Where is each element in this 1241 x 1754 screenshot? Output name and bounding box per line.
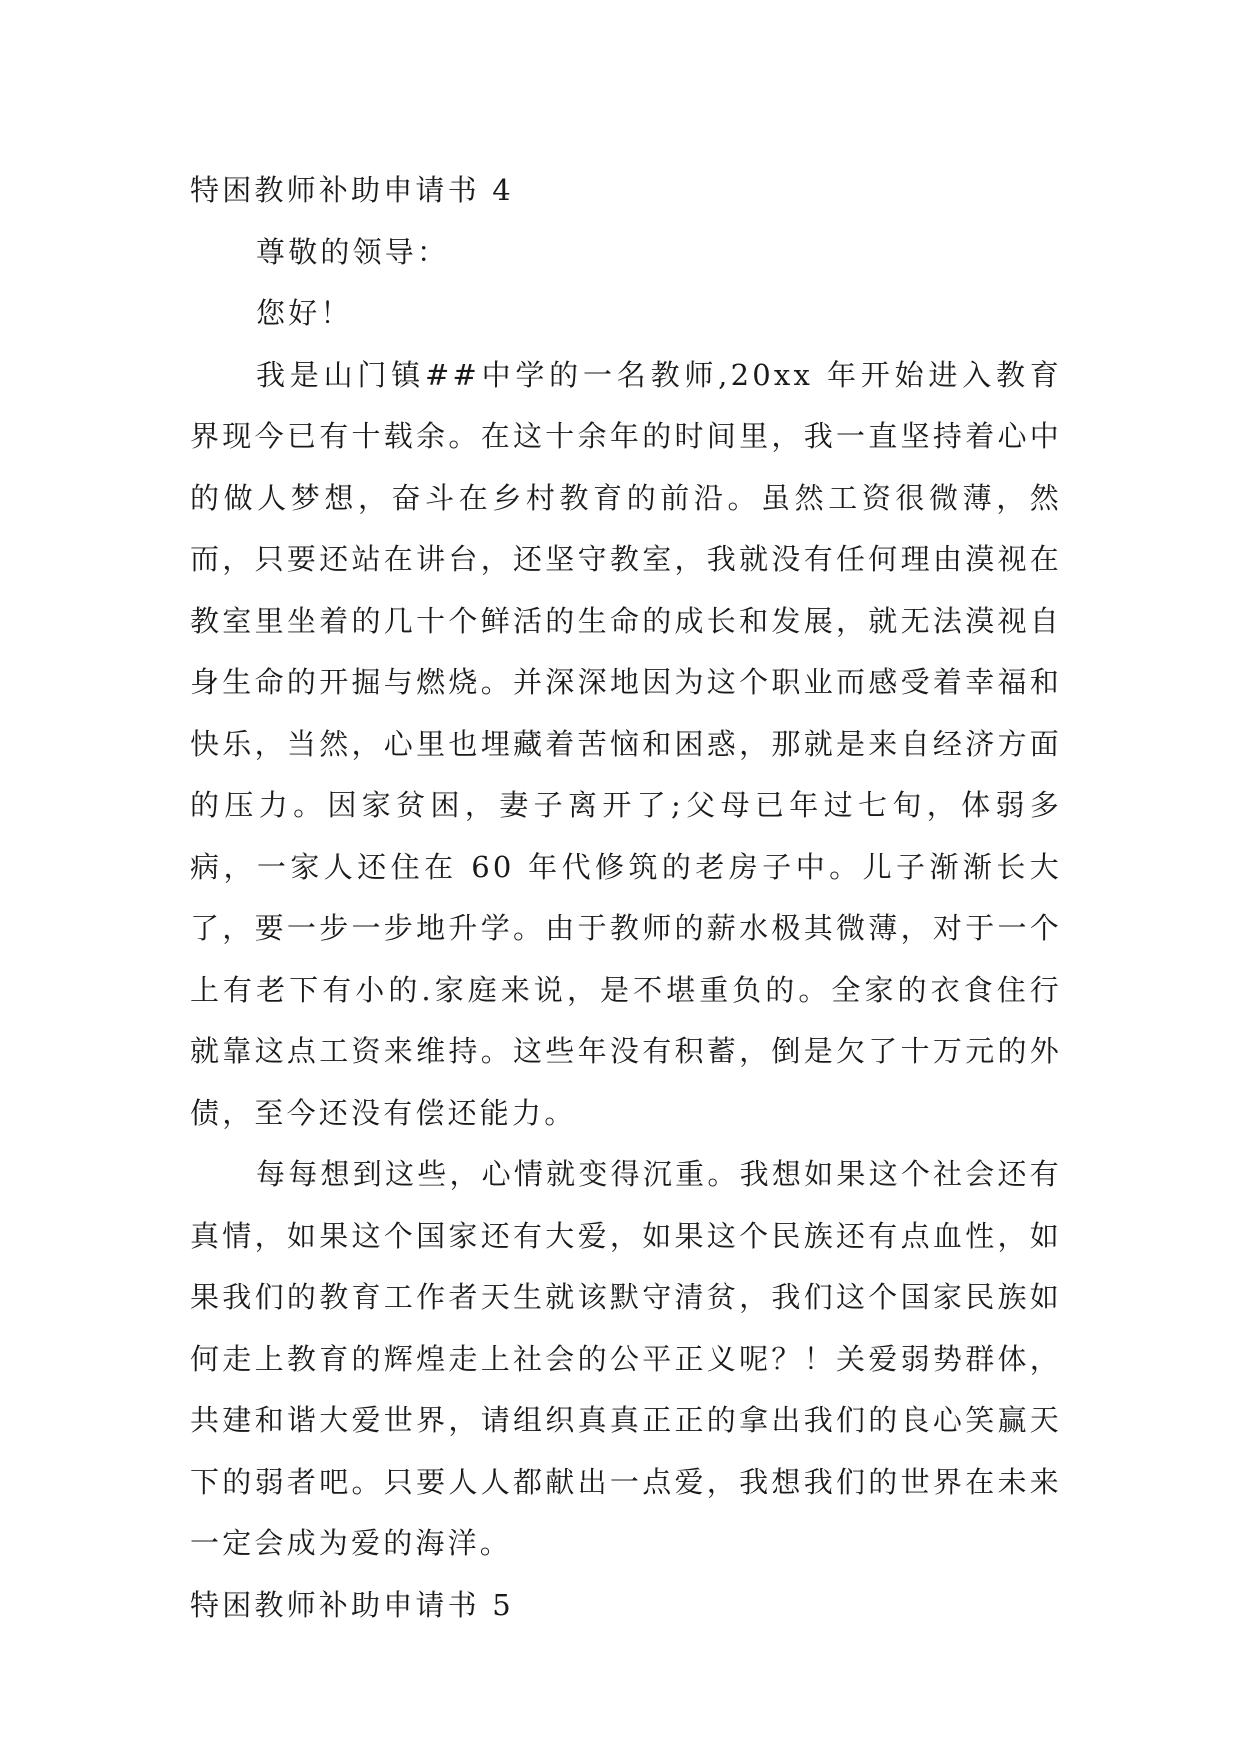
- section-heading-4: 特困教师补助申请书 4: [190, 173, 514, 207]
- section-heading-5: 特困教师补助申请书 5: [190, 1587, 514, 1622]
- salutation: 尊敬的领导：: [256, 234, 450, 269]
- greeting: 您好！: [256, 296, 353, 330]
- body-paragraph-1: 我是山门镇##中学的一名教师,20xx 年开始进入教育界现今已有十载余。在这十余年的时间里，我一直坚持着心中的做人梦想，奋斗在乡村教育的前沿。虽然工资很微薄，然而，只要还站在讲台，还坚守教室，我就没有任何理由漠视在教室里坐着的几十个鲜活的生命的成长和发展，就无法漠视自身生命的开掘与燃烧。并深深地因为这个职业而感受着幸福和快乐，当然，心里也埋藏着苦恼和困惑，那就是来自经济方面的压力。因家贫困，妻子离开了;父母已年过七旬，体弱多病，一家人还住在 60 年代修筑的老房子中。儿子渐渐长大了，要一步一步地升学。由于教师的薪水极其微薄，对于一个上有老下有小的.家庭来说，是不堪重负的。全家的衣食住行就靠这点工资来维持。这些年没有积蓄，倒是欠了十万元的外债，至今还没有偿还能力。: [190, 357, 1062, 1130]
- body-paragraph-2: 每每想到这些，心情就变得沉重。我想如果这个社会还有真情，如果这个国家还有大爱，如果这个民族还有点血性，如果我们的教育工作者天生就该默守清贫，我们这个国家民族如何走上教育的辉煌走上社会的公平正义呢？！关爱弱势群体，共建和谐大爱世界，请组织真真正正的拿出我们的良心笑赢天下的弱者吧。只要人人都献出一点爱，我想我们的世界在未来一定会成为爱的海洋。: [190, 1157, 1062, 1560]
- document-body: [190, 160, 1062, 1636]
